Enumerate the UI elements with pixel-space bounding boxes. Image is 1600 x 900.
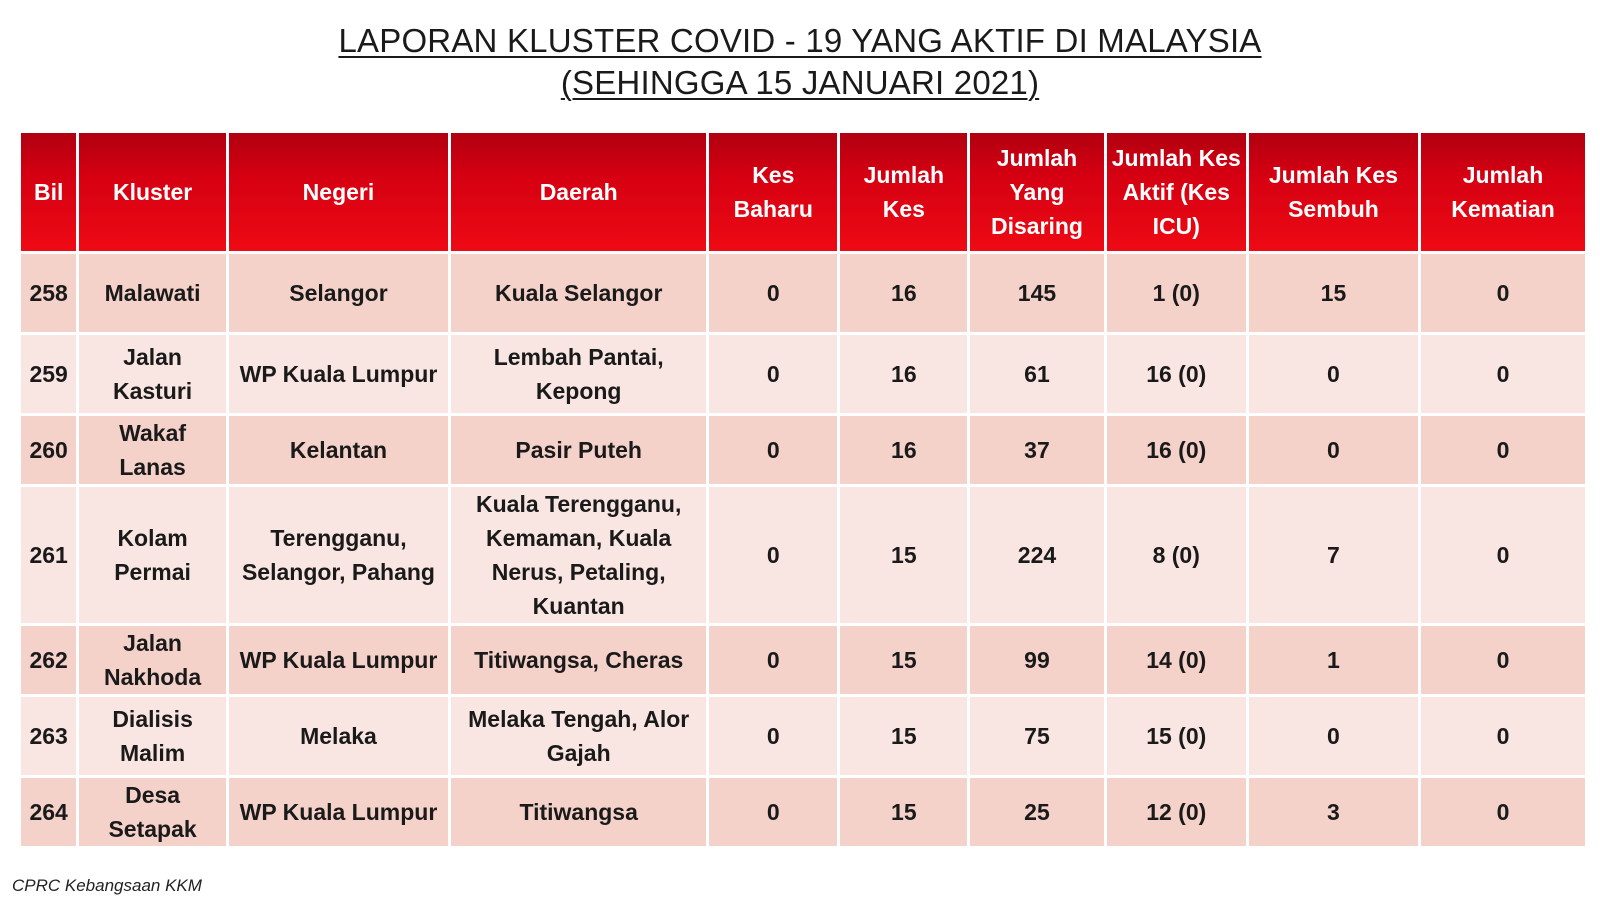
cell-kes-aktif: 15 (0): [1107, 697, 1246, 775]
table-row: [21, 335, 1585, 413]
cell-jumlah-kes: 16: [840, 335, 967, 413]
cell-negeri: WP Kuala Lumpur: [229, 778, 448, 846]
cell-kes-sembuh: 0: [1249, 335, 1418, 413]
header-kes-aktif: Jumlah Kes Aktif (Kes ICU): [1107, 133, 1246, 251]
cell-jumlah-kes: 15: [840, 487, 967, 623]
cell-kes-aktif: 16 (0): [1107, 335, 1246, 413]
cell-bil: 264: [21, 778, 76, 846]
cell-kes-baharu: 0: [709, 778, 837, 846]
table-row: [21, 626, 1585, 694]
cell-jumlah-disaring: 145: [970, 254, 1103, 332]
cell-negeri: Terengganu, Selangor, Pahang: [229, 487, 448, 623]
cell-daerah: Melaka Tengah, Alor Gajah: [451, 697, 706, 775]
cell-jumlah-disaring: 99: [970, 626, 1103, 694]
cell-kes-sembuh: 0: [1249, 416, 1418, 484]
cell-kluster: Dialisis Malim: [79, 697, 226, 775]
cell-daerah: Lembah Pantai, Kepong: [451, 335, 706, 413]
cell-bil: 258: [21, 254, 76, 332]
cell-kematian: 0: [1421, 416, 1585, 484]
table-row: [21, 697, 1585, 775]
cell-kematian: 0: [1421, 778, 1585, 846]
header-row: [21, 133, 1585, 251]
cell-jumlah-kes: 16: [840, 254, 967, 332]
header-kes-baharu: Kes Baharu: [709, 133, 837, 251]
cell-kes-aktif: 8 (0): [1107, 487, 1246, 623]
cell-kes-aktif: 14 (0): [1107, 626, 1246, 694]
cell-jumlah-disaring: 75: [970, 697, 1103, 775]
cell-kes-baharu: 0: [709, 487, 837, 623]
header-kes-sembuh: Jumlah Kes Sembuh: [1249, 133, 1418, 251]
cell-kes-baharu: 0: [709, 416, 837, 484]
cell-jumlah-disaring: 25: [970, 778, 1103, 846]
table-row: [21, 254, 1585, 332]
table-row: [21, 487, 1585, 623]
header-daerah: Daerah: [451, 133, 706, 251]
cell-kluster: Kolam Permai: [79, 487, 226, 623]
cell-kes-sembuh: 3: [1249, 778, 1418, 846]
cell-kes-baharu: 0: [709, 626, 837, 694]
table-row: [21, 778, 1585, 846]
cell-jumlah-disaring: 37: [970, 416, 1103, 484]
cell-kes-sembuh: 0: [1249, 697, 1418, 775]
cell-bil: 262: [21, 626, 76, 694]
cell-jumlah-kes: 16: [840, 416, 967, 484]
cell-bil: 263: [21, 697, 76, 775]
cell-kes-baharu: 0: [709, 335, 837, 413]
cell-negeri: Selangor: [229, 254, 448, 332]
cell-negeri: Melaka: [229, 697, 448, 775]
cell-kes-aktif: 16 (0): [1107, 416, 1246, 484]
cell-kematian: 0: [1421, 697, 1585, 775]
cell-kes-aktif: 1 (0): [1107, 254, 1246, 332]
cell-kluster: Jalan Kasturi: [79, 335, 226, 413]
cell-bil: 260: [21, 416, 76, 484]
cell-bil: 261: [21, 487, 76, 623]
cell-kematian: 0: [1421, 487, 1585, 623]
cell-jumlah-kes: 15: [840, 626, 967, 694]
cell-kes-sembuh: 15: [1249, 254, 1418, 332]
header-bil: Bil: [21, 133, 76, 251]
report-title: [0, 20, 1600, 104]
cell-kluster: Jalan Nakhoda: [79, 626, 226, 694]
cell-daerah: Kuala Terengganu, Kemaman, Kuala Nerus, Petaling, Kuantan: [451, 487, 706, 623]
cell-jumlah-kes: 15: [840, 778, 967, 846]
cell-jumlah-kes: 15: [840, 697, 967, 775]
table-row: [21, 416, 1585, 484]
cell-kematian: 0: [1421, 626, 1585, 694]
cell-kes-baharu: 0: [709, 697, 837, 775]
cell-daerah: Kuala Selangor: [451, 254, 706, 332]
cell-kes-sembuh: 1: [1249, 626, 1418, 694]
cell-kluster: Malawati: [79, 254, 226, 332]
cell-daerah: Titiwangsa: [451, 778, 706, 846]
cell-kematian: 0: [1421, 254, 1585, 332]
title-line-2: (SEHINGGA 15 JANUARI 2021): [560, 64, 1040, 101]
cell-kes-sembuh: 7: [1249, 487, 1418, 623]
cell-kluster: Desa Setapak: [79, 778, 226, 846]
cell-jumlah-disaring: 61: [970, 335, 1103, 413]
source-note: CPRC Kebangsaan KKM: [12, 876, 202, 895]
cell-daerah: Titiwangsa, Cheras: [451, 626, 706, 694]
cell-negeri: Kelantan: [229, 416, 448, 484]
header-kematian: Jumlah Kematian: [1421, 133, 1585, 251]
header-jumlah-kes: Jumlah Kes: [840, 133, 967, 251]
cell-negeri: WP Kuala Lumpur: [229, 626, 448, 694]
title-line-1: LAPORAN KLUSTER COVID - 19 YANG AKTIF DI MALAYSIA: [338, 22, 1262, 59]
header-kluster: Kluster: [79, 133, 226, 251]
cell-bil: 259: [21, 335, 76, 413]
cell-negeri: WP Kuala Lumpur: [229, 335, 448, 413]
cell-kes-baharu: 0: [709, 254, 837, 332]
cell-jumlah-disaring: 224: [970, 487, 1103, 623]
header-negeri: Negeri: [229, 133, 448, 251]
cell-kematian: 0: [1421, 335, 1585, 413]
cell-kes-aktif: 12 (0): [1107, 778, 1246, 846]
cluster-table: [18, 130, 1588, 849]
cell-daerah: Pasir Puteh: [451, 416, 706, 484]
cell-kluster: Wakaf Lanas: [79, 416, 226, 484]
header-jumlah-disaring: Jumlah Yang Disaring: [970, 133, 1103, 251]
